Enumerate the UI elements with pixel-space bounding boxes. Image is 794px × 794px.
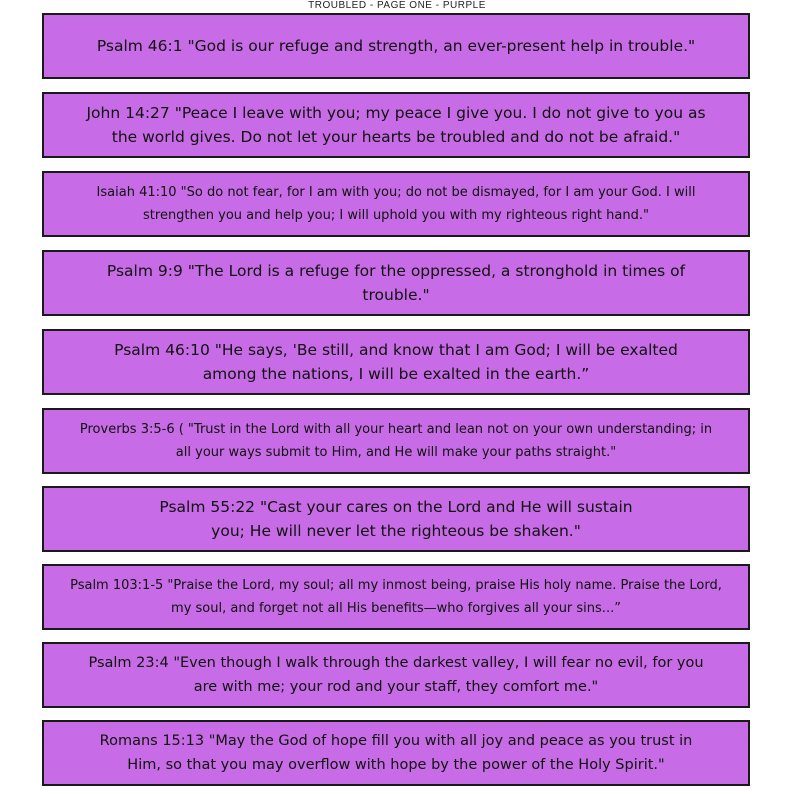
verse-card-psalm-103-1-5 xyxy=(42,564,750,630)
verse-card-psalm-23-4 xyxy=(42,642,750,708)
verse-text: Proverbs 3:5-6 ( "Trust in the Lord with all your heart and lean not on your own understanding; in all your ways submit to Him, and He will make your paths straight." xyxy=(79,422,713,460)
verse-card-psalm-9-9 xyxy=(42,250,750,316)
verse-card-john-14-27 xyxy=(42,92,750,158)
verse-card-romans-15-13 xyxy=(42,720,750,786)
verse-text: Romans 15:13 "May the God of hope fill you with all joy and peace as you trust in Him, so that you may overflow with hope by the power of the Holy Spirit." xyxy=(99,733,693,773)
verse-text: Psalm 55:22 "Cast your cares on the Lord and He will sustain you; He will never let the righteous be shaken." xyxy=(159,498,633,540)
verse-text: Psalm 46:10 "He says, 'Be still, and know that I am God; I will be exalted among the nations, I will be exalted in the earth.” xyxy=(114,341,678,383)
verse-card-psalm-46-10 xyxy=(42,329,750,395)
verse-text: Psalm 9:9 "The Lord is a refuge for the oppressed, a stronghold in times of trouble." xyxy=(106,262,686,304)
verse-text: Psalm 103:1-5 "Praise the Lord, my soul; all my inmost being, praise His holy name. Praise the Lord, my soul, and forget not all His benefits—who forgives all your sins...” xyxy=(70,578,722,616)
verse-text: Psalm 46:1 "God is our refuge and strength, an ever-present help in trouble." xyxy=(96,37,696,55)
verse-card-psalm-46-1 xyxy=(42,13,750,79)
verse-text: Isaiah 41:10 "So do not fear, for I am with you; do not be dismayed, for I am your God. I will strengthen you and help you; I will uphold you with my righteous right hand." xyxy=(96,185,696,223)
verse-card-proverbs-3-5-6 xyxy=(42,408,750,474)
verse-text: John 14:27 "Peace I leave with you; my peace I give you. I do not give to you as the world gives. Do not let your hearts be troubled and do not be afraid." xyxy=(86,104,706,146)
verse-card-psalm-55-22 xyxy=(42,486,750,552)
verse-card-isaiah-41-10 xyxy=(42,171,750,237)
page-header: TROUBLED - PAGE ONE - PURPLE xyxy=(308,0,486,11)
verse-text: Psalm 23:4 "Even though I walk through the darkest valley, I will fear no evil, for you are with me; your rod and your staff, they comfort me." xyxy=(88,655,704,695)
